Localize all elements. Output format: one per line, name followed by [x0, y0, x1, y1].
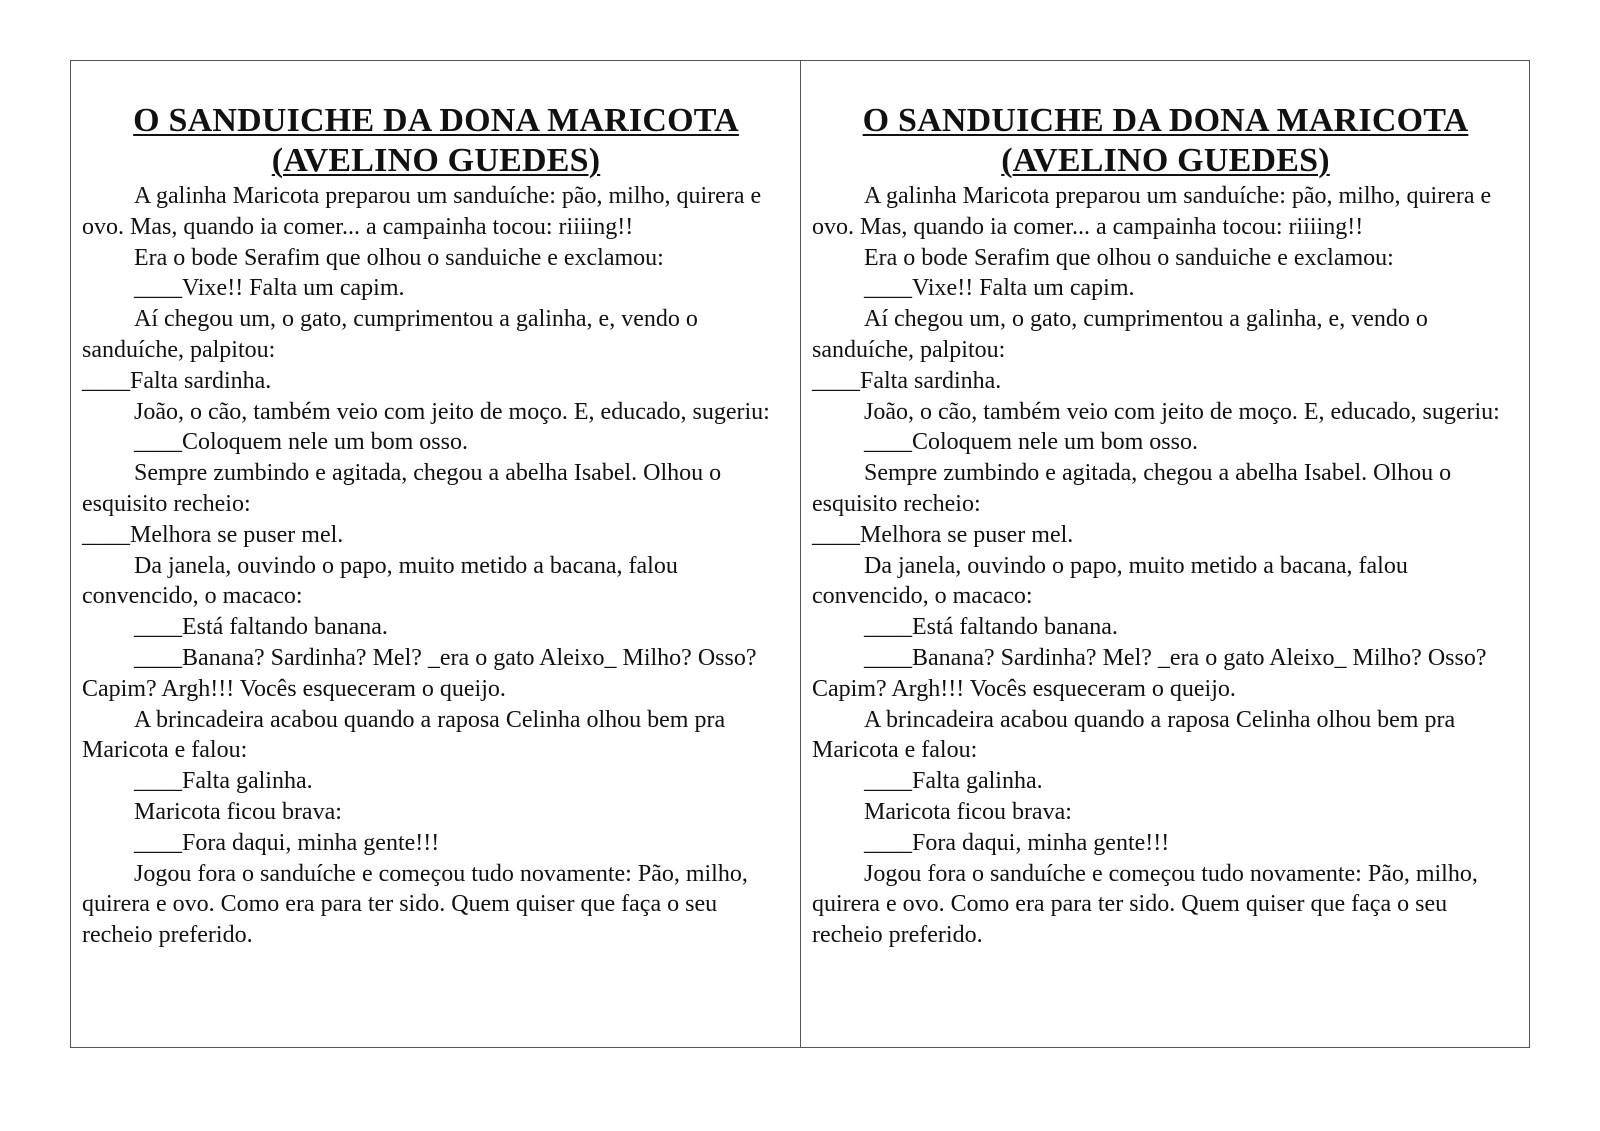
story-column-right: [800, 61, 1529, 1047]
story-paragraph: ____Coloquem nele um bom osso.: [864, 429, 1198, 456]
story-paragraph: ____Está faltando banana.: [864, 614, 1118, 641]
story-paragraph: Sempre zumbindo e agitada, chegou a abelha Isabel. Olhou o esquisito recheio:: [82, 460, 722, 517]
story-paragraph: ____Está faltando banana.: [134, 614, 388, 641]
story-paragraph: ____Banana? Sardinha? Mel? _era o gato Aleixo_ Milho? Osso? Capim? Argh!!! Vocês esqueceram o queijo.: [812, 644, 1487, 702]
story-paragraph: ____Vixe!! Falta um capim.: [864, 275, 1135, 302]
story-title-line: O SANDUICHE DA DONA MARICOTA: [862, 102, 1469, 139]
story-paragraph: Maricota ficou brava:: [134, 798, 342, 825]
story-author-line: (AVELINO GUEDES): [1001, 142, 1330, 179]
story-paragraph: Aí chegou um, o gato, cumprimentou a galinha, e, vendo o sanduíche, palpitou:: [82, 306, 698, 363]
story-title: [812, 101, 1519, 181]
story-paragraph: João, o cão, também veio com jeito de moço. E, educado, sugeriu:: [134, 398, 770, 425]
story-paragraph: Maricota ficou brava:: [864, 798, 1072, 825]
story-paragraph: João, o cão, também veio com jeito de moço. E, educado, sugeriu:: [864, 398, 1500, 425]
story-paragraph: ____Melhora se puser mel.: [82, 521, 344, 548]
story-text: [82, 181, 790, 951]
printable-sheet: [70, 60, 1530, 1048]
story-paragraph: A galinha Maricota preparou um sanduíche: pão, milho, quirera e ovo. Mas, quando ia comer... a campainha tocou: riiiing!!: [82, 183, 762, 240]
story-paragraph: Era o bode Serafim que olhou o sanduiche e exclamou:: [134, 244, 664, 271]
story-paragraph: ____Vixe!! Falta um capim.: [134, 275, 405, 302]
story-paragraph: Sempre zumbindo e agitada, chegou a abelha Isabel. Olhou o esquisito recheio:: [812, 460, 1452, 517]
story-paragraph: A galinha Maricota preparou um sanduíche: pão, milho, quirera e ovo. Mas, quando ia comer... a campainha tocou: riiiing!!: [812, 183, 1492, 240]
story-paragraph: Aí chegou um, o gato, cumprimentou a galinha, e, vendo o sanduíche, palpitou:: [812, 306, 1428, 363]
story-paragraph: Jogou fora o sanduíche e começou tudo novamente: Pão, milho, quirera e ovo. Como era para ter sido. Quem quiser que faça o seu recheio preferido.: [812, 860, 1478, 949]
story-paragraph: Jogou fora o sanduíche e começou tudo novamente: Pão, milho, quirera e ovo. Como era para ter sido. Quem quiser que faça o seu recheio preferido.: [82, 860, 748, 949]
story-paragraph: ____Fora daqui, minha gente!!!: [864, 829, 1170, 856]
story-column-left: [71, 61, 800, 1047]
story-paragraph: ____Falta galinha.: [134, 768, 313, 795]
story-paragraph: ____Melhora se puser mel.: [812, 521, 1074, 548]
story-paragraph: Da janela, ouvindo o papo, muito metido a bacana, falou convencido, o macaco:: [812, 552, 1408, 610]
story-paragraph: ____Coloquem nele um bom osso.: [134, 429, 468, 456]
story-author-line: (AVELINO GUEDES): [271, 142, 601, 179]
story-paragraph: A brincadeira acabou quando a raposa Celinha olhou bem pra Maricota e falou:: [82, 706, 726, 764]
story-paragraph: ____Falta sardinha.: [82, 367, 272, 394]
story-paragraph: ____Falta sardinha.: [812, 367, 1002, 394]
story-paragraph: ____Fora daqui, minha gente!!!: [134, 829, 440, 856]
story-text: [812, 181, 1519, 951]
story-paragraph: Da janela, ouvindo o papo, muito metido a bacana, falou convencido, o macaco:: [82, 552, 678, 610]
story-paragraph: Era o bode Serafim que olhou o sanduiche e exclamou:: [864, 244, 1394, 271]
story-title-line: O SANDUICHE DA DONA MARICOTA: [133, 102, 739, 139]
story-paragraph: A brincadeira acabou quando a raposa Celinha olhou bem pra Maricota e falou:: [812, 706, 1456, 764]
story-title: [82, 101, 790, 181]
story-paragraph: ____Banana? Sardinha? Mel? _era o gato Aleixo_ Milho? Osso? Capim? Argh!!! Vocês esqueceram o queijo.: [82, 644, 757, 702]
story-paragraph: ____Falta galinha.: [864, 768, 1043, 795]
